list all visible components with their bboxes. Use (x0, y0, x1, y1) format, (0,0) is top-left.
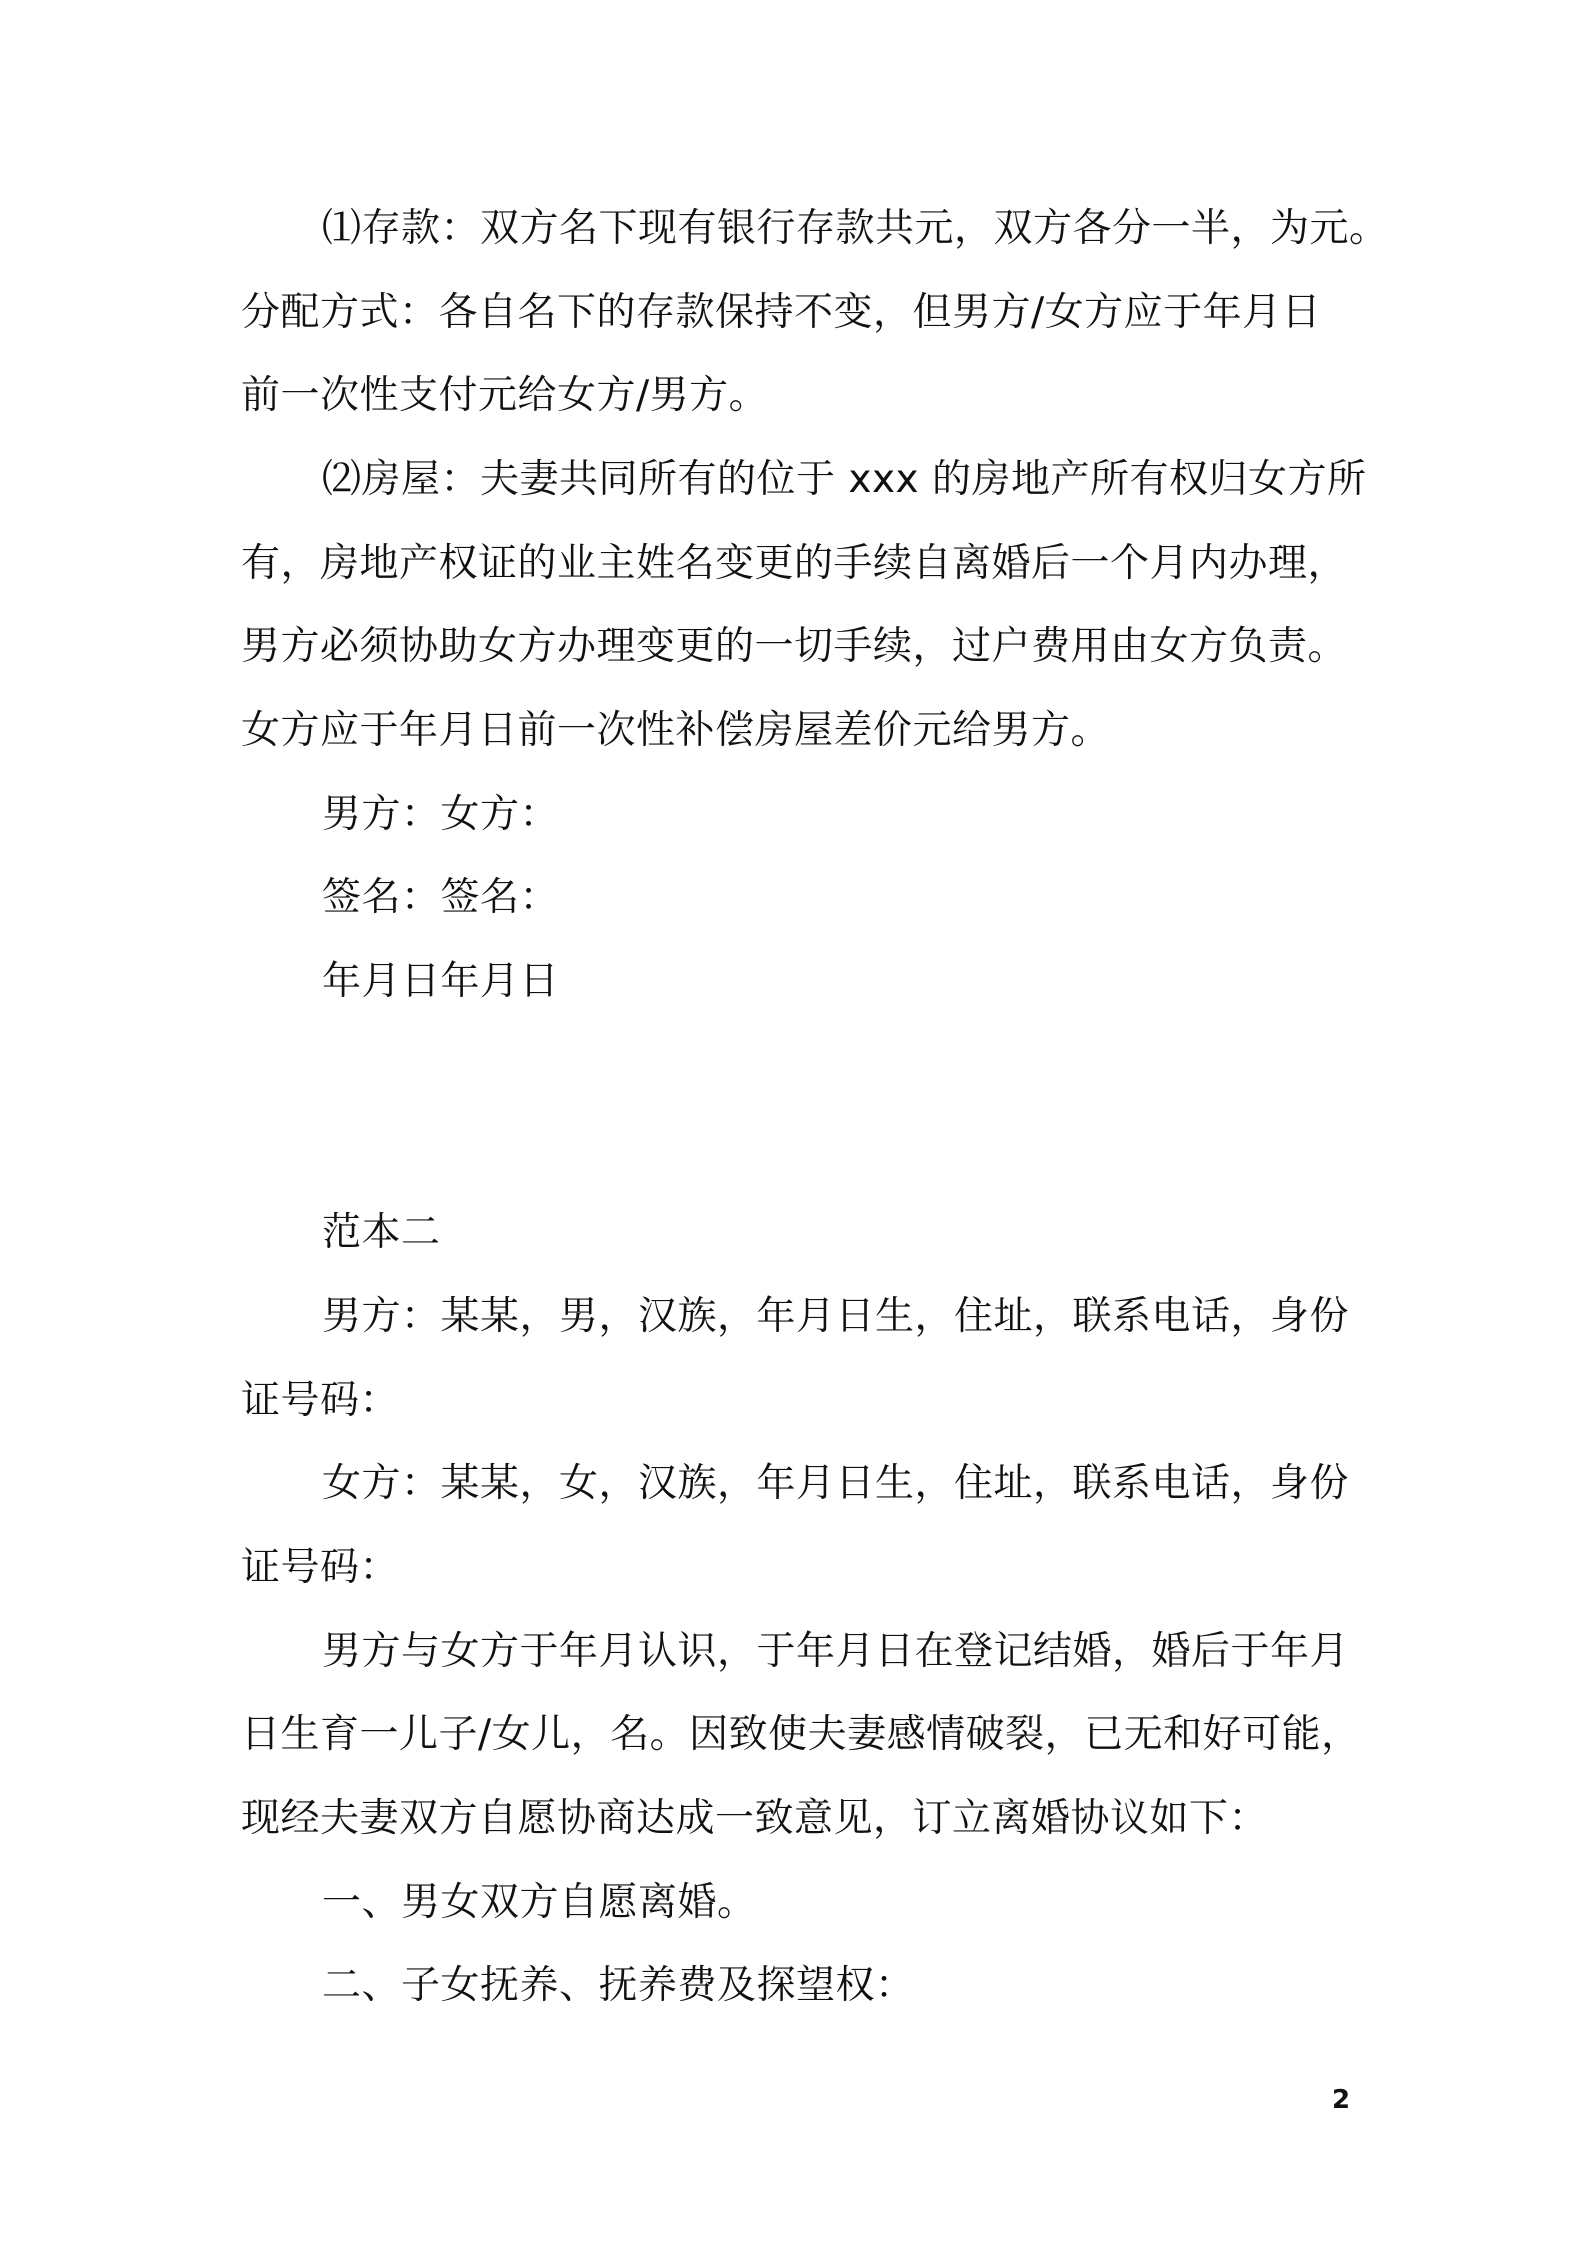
deposit-clause-line: ⑴存款：双方名下现有银行存款共元，双方各分一半，为元。 (322, 206, 1389, 251)
deposit-clause-line: 分配方式：各自名下的存款保持不变，但男方/女方应于年月日 (241, 290, 1322, 335)
section-title: 范本二 (322, 1210, 441, 1255)
male-party-line: 证号码： (241, 1378, 400, 1423)
marriage-statement-line: 现经夫妻双方自愿协商达成一致意见，订立离婚协议如下： (241, 1796, 1269, 1841)
deposit-clause-line: 前一次性支付元给女方/男方。 (241, 373, 769, 418)
marriage-statement-line: 日生育一儿子/女儿，名。因致使夫妻感情破裂，已无和好可能， (241, 1712, 1361, 1757)
marriage-statement-line: 男方与女方于年月认识，于年月日在登记结婚，婚后于年月 (322, 1629, 1350, 1674)
signature-labels: 签名：签名： (322, 875, 560, 920)
agreement-item: 一、男女双方自愿离婚。 (322, 1880, 757, 1925)
house-clause-line: 女方应于年月日前一次性补偿房屋差价元给男方。 (241, 708, 1111, 753)
male-party-line: 男方：某某，男，汉族，年月日生，住址，联系电话，身份 (322, 1294, 1350, 1339)
house-clause-line: 有，房地产权证的业主姓名变更的手续自离婚后一个月内办理， (241, 541, 1348, 586)
signature-date-labels: 年月日年月日 (322, 959, 560, 1004)
female-party-line: 证号码： (241, 1545, 400, 1590)
house-clause-line: ⑵房屋：夫妻共同所有的位于 xxx 的房地产所有权归女方所 (322, 457, 1367, 502)
house-clause-line: 男方必须协助女方办理变更的一切手续，过户费用由女方负责。 (241, 624, 1348, 669)
party-signature-labels: 男方：女方： (322, 792, 560, 837)
page-number: 2 (1332, 2085, 1351, 2115)
agreement-item: 二、子女抚养、抚养费及探望权： (322, 1963, 915, 2008)
female-party-line: 女方：某某，女，汉族，年月日生，住址，联系电话，身份 (322, 1461, 1350, 1506)
